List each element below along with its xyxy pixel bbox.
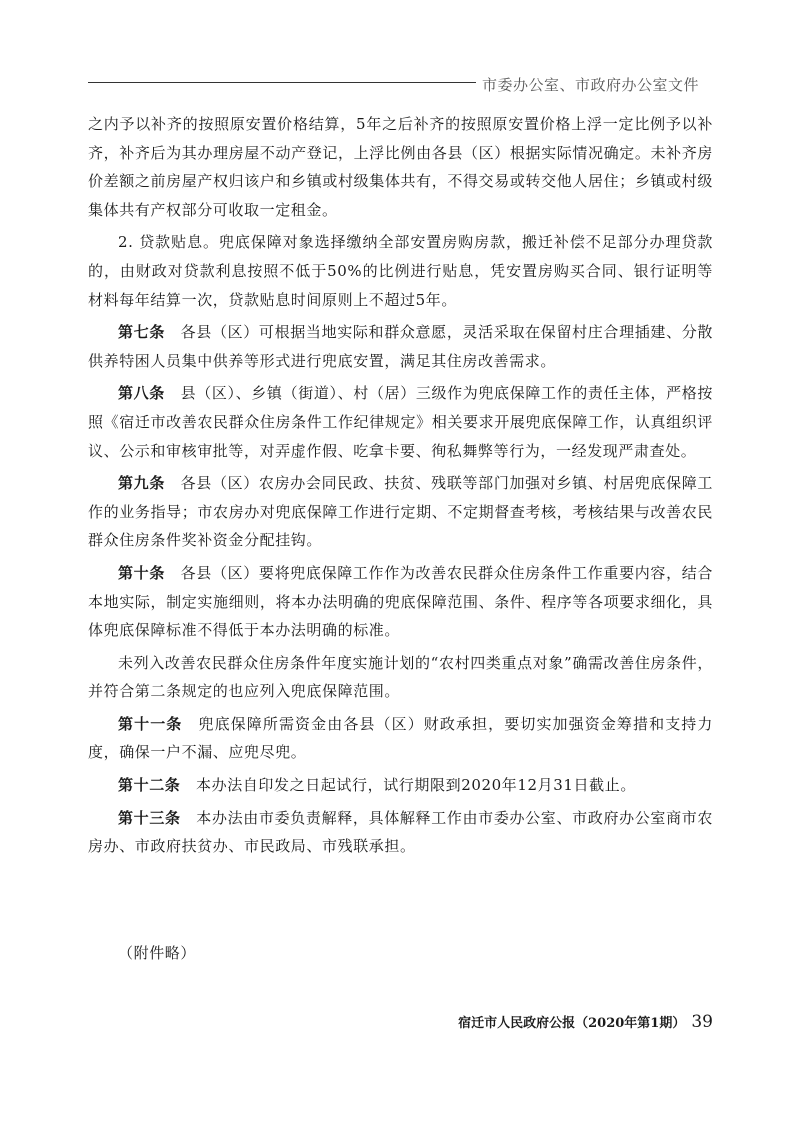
attachment-note: （附件略） bbox=[118, 944, 197, 962]
article-9 bbox=[88, 469, 713, 555]
article-11-label: 第十一条 bbox=[118, 714, 183, 733]
article-12-label: 第十二条 bbox=[118, 776, 181, 795]
article-8 bbox=[88, 379, 713, 465]
paragraph-continuation: 之内予以补齐的按照原安置价格结算，5年之后补齐的按照原安置价格上浮一定比例予以补齐，补齐后为其办理房屋不动产登记，上浮比例由各县（区）根据实际情况确定。未补齐房价差额之前房屋产权归该户和乡镇或村级集体共有，不得交易或转交他人居住；乡镇或村级集体共有产权部分可收取一定租金。 bbox=[88, 115, 713, 219]
article-13-text: 本办法由市委负责解释，具体解释工作由市委办公室、市政府办公室商市农房办、市政府扶贫办、市民政局、市残联承担。 bbox=[88, 808, 713, 856]
article-7 bbox=[88, 318, 713, 375]
article-8-label: 第八条 bbox=[118, 384, 165, 403]
document-body bbox=[88, 110, 713, 865]
article-10-label: 第十条 bbox=[118, 563, 165, 582]
article-9-label: 第九条 bbox=[118, 474, 165, 493]
article-13 bbox=[88, 804, 713, 861]
paragraph-loan-subsidy: 2. 贷款贴息。兜底保障对象选择缴纳全部安置房购房款，搬迁补偿不足部分办理贷款的，由财政对贷款利息按照不低于50%的比例进行贴息，凭安置房购买合同、银行证明等材料每年结算一次，贷款贴息时间原则上不超过5年。 bbox=[88, 233, 713, 309]
page-footer bbox=[458, 1012, 713, 1032]
page-number: 39 bbox=[691, 1012, 713, 1032]
paragraph-extra-scope: 未列入改善农民群众住房条件年度实施计划的“农村四类重点对象”确需改善住房条件，并符合第二条规定的也应列入兜底保障范围。 bbox=[88, 653, 713, 701]
article-10-text: 各县（区）要将兜底保障工作作为改善农民群众住房条件工作重要内容，结合本地实际，制定实施细则，将本办法明确的兜底保障范围、条件、程序等各项要求细化，具体兜底保障标准不得低于本办法明确的标准。 bbox=[88, 563, 713, 640]
publication-name: 宿迁市人民政府公报（2020年第1期） bbox=[458, 1016, 686, 1031]
article-7-label: 第七条 bbox=[118, 323, 165, 342]
article-11 bbox=[88, 710, 713, 767]
article-8-text: 县（区）、乡镇（街道）、村（居）三级作为兜底保障工作的责任主体，严格按照《宿迁市改善农民群众住房条件工作纪律规定》相关要求开展兜底保障工作，认真组织评议、公示和审核审批等，对弄虚作假、吃拿卡要、徇私舞弊等行为，一经发现严肃查处。 bbox=[88, 384, 713, 460]
header-title: 市委办公室、市政府办公室文件 bbox=[482, 76, 700, 94]
header-rule bbox=[88, 82, 476, 83]
article-12 bbox=[88, 771, 713, 800]
article-12-text: 本办法自印发之日起试行，试行期限到2020年12月31日截止。 bbox=[180, 776, 636, 795]
article-13-label: 第十三条 bbox=[118, 808, 181, 827]
article-11-text: 兜底保障所需资金由各县（区）财政承担，要切实加强资金筹措和支持力度，确保一户不漏、应兜尽兜。 bbox=[88, 714, 713, 762]
article-9-text: 各县（区）农房办会同民政、扶贫、残联等部门加强对乡镇、村居兜底保障工作的业务指导；市农房办对兜底保障工作进行定期、不定期督查考核，考核结果与改善农民群众住房条件奖补资金分配挂钩。 bbox=[88, 474, 713, 550]
article-7-text: 各县（区）可根据当地实际和群众意愿，灵活采取在保留村庄合理插建、分散供养特困人员集中供养等形式进行兜底安置，满足其住房改善需求。 bbox=[88, 323, 713, 370]
article-10 bbox=[88, 559, 713, 645]
